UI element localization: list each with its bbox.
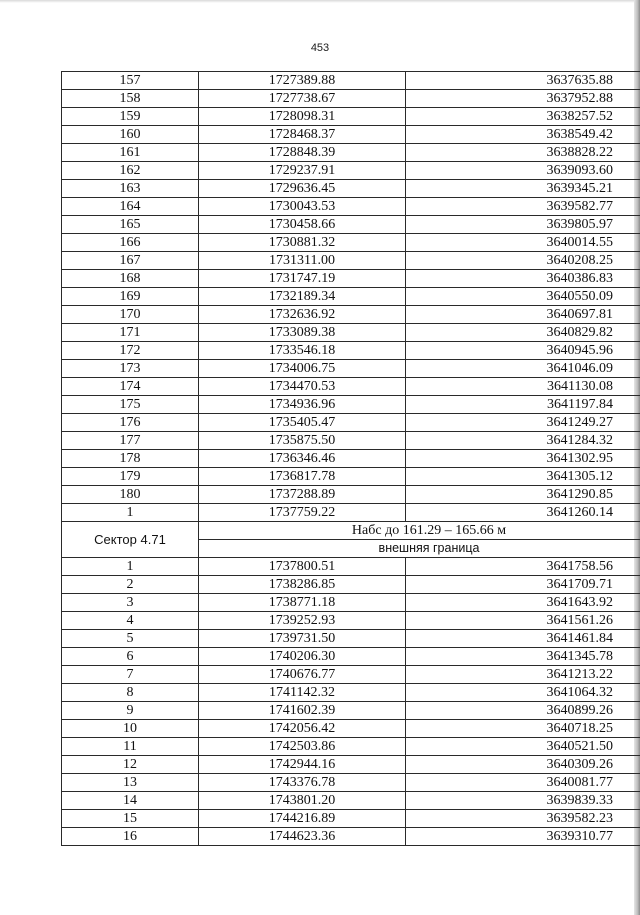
x-coordinate-cell: 1744216.89 (199, 810, 406, 828)
point-number-cell: 7 (62, 666, 199, 684)
table-row (62, 252, 640, 270)
table-row (62, 72, 640, 90)
table-row (62, 162, 640, 180)
sector-header-row (62, 522, 640, 540)
y-coordinate-cell: 3640208.25 (406, 252, 640, 270)
table-row (62, 828, 640, 846)
x-coordinate-cell: 1734006.75 (199, 360, 406, 378)
x-coordinate-cell: 1735875.50 (199, 432, 406, 450)
y-coordinate-cell: 3637635.88 (406, 72, 640, 90)
x-coordinate-cell: 1740676.77 (199, 666, 406, 684)
table-row (62, 720, 640, 738)
table-row (62, 108, 640, 126)
x-coordinate-cell: 1739731.50 (199, 630, 406, 648)
table-row (62, 216, 640, 234)
y-coordinate-cell: 3639345.21 (406, 180, 640, 198)
point-number-cell: 166 (62, 234, 199, 252)
y-coordinate-cell: 3641260.14 (406, 504, 640, 522)
x-coordinate-cell: 1729237.91 (199, 162, 406, 180)
y-coordinate-cell: 3641561.26 (406, 612, 640, 630)
table-row (62, 594, 640, 612)
point-number-cell: 10 (62, 720, 199, 738)
x-coordinate-cell: 1727738.67 (199, 90, 406, 108)
table-row (62, 612, 640, 630)
x-coordinate-cell: 1727389.88 (199, 72, 406, 90)
x-coordinate-cell: 1730458.66 (199, 216, 406, 234)
point-number-cell: 176 (62, 414, 199, 432)
coordinates-table (61, 71, 640, 846)
point-number-cell: 180 (62, 486, 199, 504)
point-number-cell: 6 (62, 648, 199, 666)
point-number-cell: 171 (62, 324, 199, 342)
y-coordinate-cell: 3639582.23 (406, 810, 640, 828)
x-coordinate-cell: 1732189.34 (199, 288, 406, 306)
table-row (62, 324, 640, 342)
y-coordinate-cell: 3639582.77 (406, 198, 640, 216)
table-row (62, 342, 640, 360)
y-coordinate-cell: 3641302.95 (406, 450, 640, 468)
y-coordinate-cell: 3639310.77 (406, 828, 640, 846)
y-coordinate-cell: 3640081.77 (406, 774, 640, 792)
y-coordinate-cell: 3641064.32 (406, 684, 640, 702)
point-number-cell: 5 (62, 630, 199, 648)
point-number-cell: 173 (62, 360, 199, 378)
sector-subheading: внешняя граница (199, 540, 640, 558)
point-number-cell: 163 (62, 180, 199, 198)
y-coordinate-cell: 3641461.84 (406, 630, 640, 648)
point-number-cell: 164 (62, 198, 199, 216)
table-row (62, 486, 640, 504)
table-row (62, 378, 640, 396)
y-coordinate-cell: 3639805.97 (406, 216, 640, 234)
x-coordinate-cell: 1738286.85 (199, 576, 406, 594)
y-coordinate-cell: 3640521.50 (406, 738, 640, 756)
y-coordinate-cell: 3640945.96 (406, 342, 640, 360)
y-coordinate-cell: 3638549.42 (406, 126, 640, 144)
point-number-cell: 15 (62, 810, 199, 828)
table-row (62, 684, 640, 702)
y-coordinate-cell: 3640386.83 (406, 270, 640, 288)
point-number-cell: 14 (62, 792, 199, 810)
point-number-cell: 8 (62, 684, 199, 702)
y-coordinate-cell: 3641130.08 (406, 378, 640, 396)
y-coordinate-cell: 3640697.81 (406, 306, 640, 324)
point-number-cell: 9 (62, 702, 199, 720)
table-row (62, 630, 640, 648)
scan-shadow-top (0, 0, 640, 3)
point-number-cell: 12 (62, 756, 199, 774)
y-coordinate-cell: 3641249.27 (406, 414, 640, 432)
x-coordinate-cell: 1744623.36 (199, 828, 406, 846)
x-coordinate-cell: 1728848.39 (199, 144, 406, 162)
table-row (62, 738, 640, 756)
point-number-cell: 159 (62, 108, 199, 126)
table-row (62, 234, 640, 252)
x-coordinate-cell: 1728098.31 (199, 108, 406, 126)
x-coordinate-cell: 1730881.32 (199, 234, 406, 252)
x-coordinate-cell: 1741142.32 (199, 684, 406, 702)
y-coordinate-cell: 3639093.60 (406, 162, 640, 180)
table-row (62, 180, 640, 198)
point-number-cell: 165 (62, 216, 199, 234)
y-coordinate-cell: 3639839.33 (406, 792, 640, 810)
table-row (62, 666, 640, 684)
table-row (62, 396, 640, 414)
x-coordinate-cell: 1739252.93 (199, 612, 406, 630)
table-row (62, 360, 640, 378)
x-coordinate-cell: 1731311.00 (199, 252, 406, 270)
page-number: 453 (310, 42, 330, 54)
table-row (62, 306, 640, 324)
table-row (62, 576, 640, 594)
x-coordinate-cell: 1736346.46 (199, 450, 406, 468)
point-number-cell: 157 (62, 72, 199, 90)
x-coordinate-cell: 1730043.53 (199, 198, 406, 216)
point-number-cell: 168 (62, 270, 199, 288)
y-coordinate-cell: 3641213.22 (406, 666, 640, 684)
y-coordinate-cell: 3638257.52 (406, 108, 640, 126)
table-row (62, 504, 640, 522)
table-row (62, 288, 640, 306)
point-number-cell: 1 (62, 504, 199, 522)
x-coordinate-cell: 1742056.42 (199, 720, 406, 738)
x-coordinate-cell: 1737800.51 (199, 558, 406, 576)
y-coordinate-cell: 3641643.92 (406, 594, 640, 612)
x-coordinate-cell: 1740206.30 (199, 648, 406, 666)
point-number-cell: 175 (62, 396, 199, 414)
x-coordinate-cell: 1732636.92 (199, 306, 406, 324)
point-number-cell: 13 (62, 774, 199, 792)
point-number-cell: 3 (62, 594, 199, 612)
table-row (62, 198, 640, 216)
point-number-cell: 158 (62, 90, 199, 108)
table-row (62, 792, 640, 810)
x-coordinate-cell: 1733546.18 (199, 342, 406, 360)
table-row (62, 810, 640, 828)
sector-heading: Набс до 161.29 – 165.66 м (199, 522, 640, 540)
table-row (62, 756, 640, 774)
x-coordinate-cell: 1737759.22 (199, 504, 406, 522)
table-row (62, 270, 640, 288)
point-number-cell: 170 (62, 306, 199, 324)
y-coordinate-cell: 3640829.82 (406, 324, 640, 342)
y-coordinate-cell: 3641197.84 (406, 396, 640, 414)
y-coordinate-cell: 3641305.12 (406, 468, 640, 486)
y-coordinate-cell: 3641046.09 (406, 360, 640, 378)
x-coordinate-cell: 1733089.38 (199, 324, 406, 342)
x-coordinate-cell: 1736817.78 (199, 468, 406, 486)
point-number-cell: 177 (62, 432, 199, 450)
point-number-cell: 172 (62, 342, 199, 360)
point-number-cell: 2 (62, 576, 199, 594)
point-number-cell: 4 (62, 612, 199, 630)
point-number-cell: 161 (62, 144, 199, 162)
point-number-cell: 1 (62, 558, 199, 576)
table-row (62, 414, 640, 432)
y-coordinate-cell: 3641345.78 (406, 648, 640, 666)
y-coordinate-cell: 3637952.88 (406, 90, 640, 108)
x-coordinate-cell: 1734470.53 (199, 378, 406, 396)
point-number-cell: 160 (62, 126, 199, 144)
x-coordinate-cell: 1728468.37 (199, 126, 406, 144)
point-number-cell: 178 (62, 450, 199, 468)
y-coordinate-cell: 3641290.85 (406, 486, 640, 504)
y-coordinate-cell: 3640718.25 (406, 720, 640, 738)
x-coordinate-cell: 1729636.45 (199, 180, 406, 198)
y-coordinate-cell: 3640899.26 (406, 702, 640, 720)
table-row (62, 774, 640, 792)
table-row (62, 144, 640, 162)
sector-label: Сектор 4.71 (62, 522, 199, 558)
table-row (62, 450, 640, 468)
y-coordinate-cell: 3640550.09 (406, 288, 640, 306)
x-coordinate-cell: 1742503.86 (199, 738, 406, 756)
table-row (62, 432, 640, 450)
x-coordinate-cell: 1734936.96 (199, 396, 406, 414)
table-row (62, 648, 640, 666)
y-coordinate-cell: 3641284.32 (406, 432, 640, 450)
x-coordinate-cell: 1741602.39 (199, 702, 406, 720)
point-number-cell: 179 (62, 468, 199, 486)
x-coordinate-cell: 1742944.16 (199, 756, 406, 774)
x-coordinate-cell: 1735405.47 (199, 414, 406, 432)
point-number-cell: 174 (62, 378, 199, 396)
table-row (62, 468, 640, 486)
y-coordinate-cell: 3641758.56 (406, 558, 640, 576)
y-coordinate-cell: 3641709.71 (406, 576, 640, 594)
point-number-cell: 167 (62, 252, 199, 270)
x-coordinate-cell: 1738771.18 (199, 594, 406, 612)
x-coordinate-cell: 1731747.19 (199, 270, 406, 288)
y-coordinate-cell: 3640309.26 (406, 756, 640, 774)
y-coordinate-cell: 3640014.55 (406, 234, 640, 252)
point-number-cell: 16 (62, 828, 199, 846)
table-row (62, 126, 640, 144)
point-number-cell: 169 (62, 288, 199, 306)
table-row (62, 702, 640, 720)
table-row (62, 90, 640, 108)
x-coordinate-cell: 1737288.89 (199, 486, 406, 504)
point-number-cell: 162 (62, 162, 199, 180)
table-row (62, 558, 640, 576)
y-coordinate-cell: 3638828.22 (406, 144, 640, 162)
x-coordinate-cell: 1743376.78 (199, 774, 406, 792)
point-number-cell: 11 (62, 738, 199, 756)
x-coordinate-cell: 1743801.20 (199, 792, 406, 810)
